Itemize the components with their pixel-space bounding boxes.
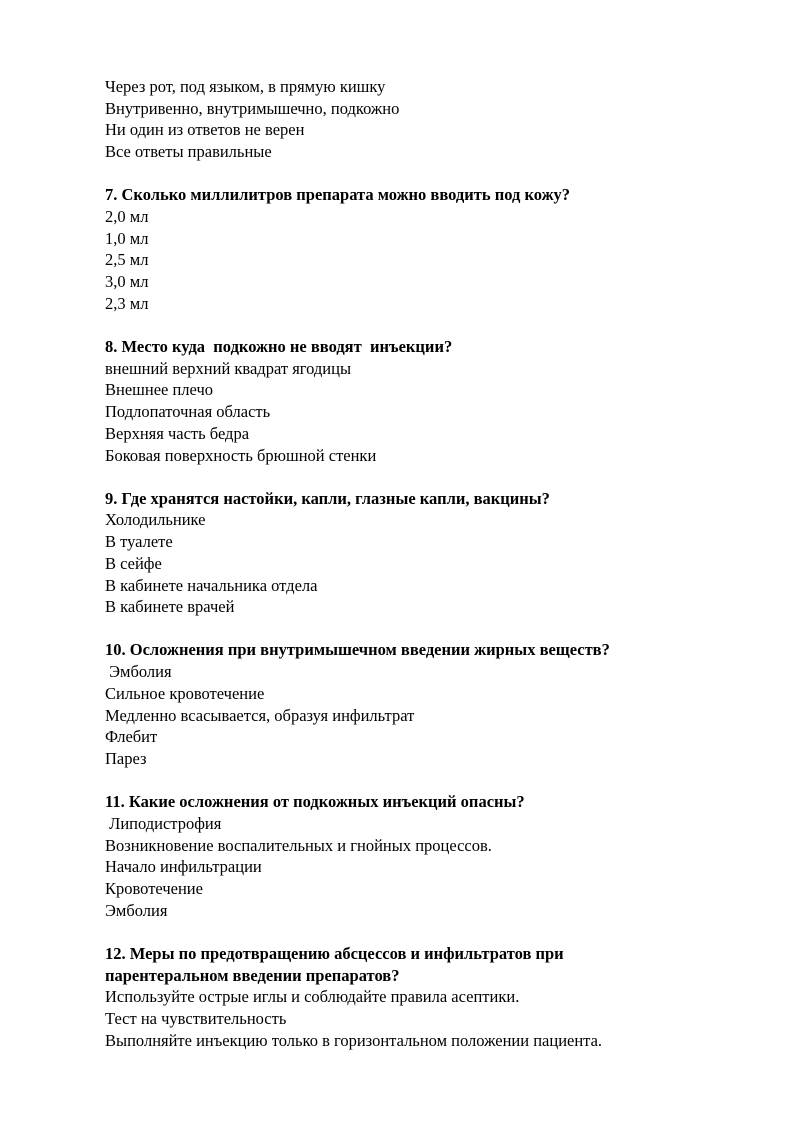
answer-option: В туалете xyxy=(105,532,173,552)
answer-option: Флебит xyxy=(105,727,158,747)
answer-option: 2,5 мл xyxy=(105,250,149,270)
answer-option: 2,3 мл xyxy=(105,293,149,313)
answer-option: Сильное кровотечение xyxy=(105,683,265,703)
question-heading: 7. Сколько миллилитров препарата можно вводить под кожу? xyxy=(105,185,571,205)
question-block-10 xyxy=(105,639,705,769)
answer-option: Эмболия xyxy=(105,662,172,682)
answer-option: 3,0 мл xyxy=(105,272,149,292)
answer-option: Все ответы правильные xyxy=(105,142,272,162)
question-block-12 xyxy=(105,943,705,1052)
answer-option: Эмболия xyxy=(105,900,168,920)
answer-option: Через рот, под языком, в прямую кишку xyxy=(105,77,386,96)
answer-option: В кабинете врачей xyxy=(105,597,235,617)
document-page xyxy=(105,76,705,1051)
answer-option: Липодистрофия xyxy=(105,813,222,833)
question-heading: 10. Осложнения при внутримышечном введении жирных веществ? xyxy=(105,640,610,660)
question-block-11 xyxy=(105,791,705,921)
answer-option: Тест на чувствительность xyxy=(105,1009,287,1029)
answer-option: внешний верхний квадрат ягодицы xyxy=(105,358,352,378)
answer-option: Внешнее плечо xyxy=(105,380,213,400)
answer-option: Медленно всасывается, образуя инфильтрат xyxy=(105,705,415,725)
answer-option: Ни один из ответов не верен xyxy=(105,120,305,140)
answer-option: В сейфе xyxy=(105,553,162,573)
answer-option: Холодильнике xyxy=(105,510,206,530)
answer-option: Кровотечение xyxy=(105,879,203,898)
answer-option: Начало инфильтрации xyxy=(105,857,262,877)
question-heading: 11. Какие осложнения от подкожных инъекций опасны? xyxy=(105,792,525,812)
question-block-6-continuation xyxy=(105,76,705,163)
answer-option: Возникновение воспалительных и гнойных процессов. xyxy=(105,835,492,855)
answer-option: Выполняйте инъекцию только в горизонтальном положении пациента. xyxy=(105,1030,603,1050)
question-heading: 8. Место куда подкожно не вводят инъекции? xyxy=(105,337,453,357)
question-heading: 12. Меры по предотвращению абсцессов и инфильтратов при парентеральном введении препаратов? xyxy=(105,943,564,985)
answer-option: Верхняя часть бедра xyxy=(105,423,250,443)
question-heading: 9. Где хранятся настойки, капли, глазные капли, вакцины? xyxy=(105,488,550,508)
answer-option: Подлопаточная область xyxy=(105,402,271,422)
answer-option: Боковая поверхность брюшной стенки xyxy=(105,445,377,465)
question-block-7 xyxy=(105,184,705,314)
question-block-8 xyxy=(105,336,705,466)
answer-option: Парез xyxy=(105,748,147,768)
question-block-9 xyxy=(105,488,705,618)
answer-option: 2,0 мл xyxy=(105,207,149,227)
answer-option: 1,0 мл xyxy=(105,228,149,248)
answer-option: Внутривенно, внутримышечно, подкожно xyxy=(105,98,400,118)
answer-option: В кабинете начальника отдела xyxy=(105,575,318,595)
answer-option: Используйте острые иглы и соблюдайте правила асептики. xyxy=(105,987,520,1007)
